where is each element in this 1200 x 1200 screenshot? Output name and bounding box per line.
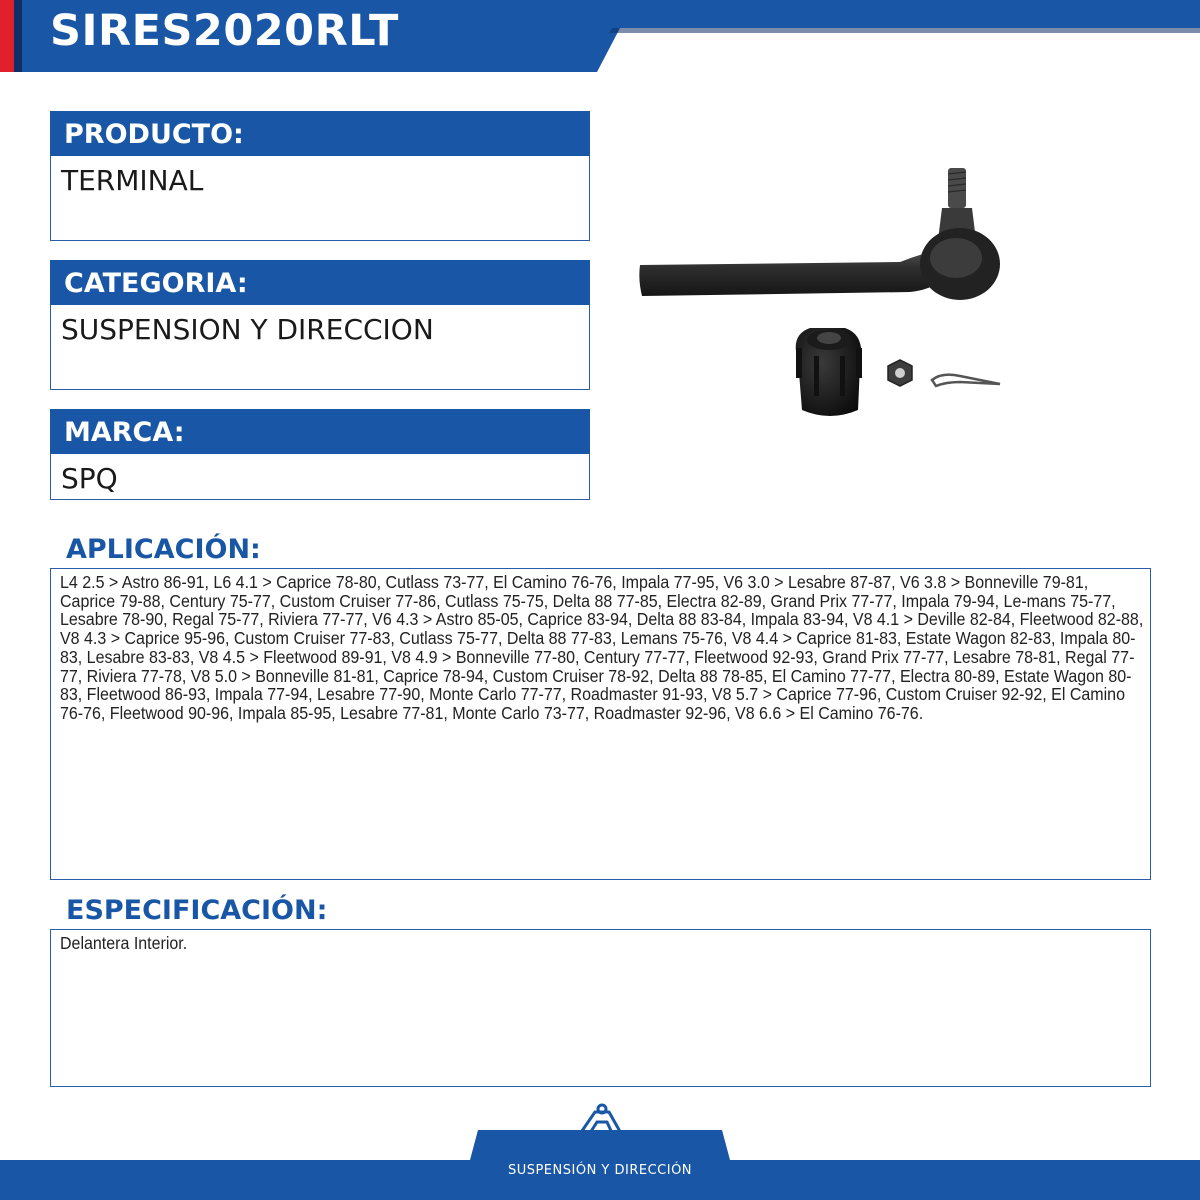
marca-value: SPQ	[50, 454, 590, 500]
especificacion-text: Delantera Interior.	[60, 933, 188, 953]
aplicacion-title: APLICACIÓN:	[66, 534, 261, 565]
control-arm-icon	[565, 1102, 635, 1158]
categoria-field	[50, 260, 590, 390]
sku-title: SIRES2020RLT	[50, 6, 399, 56]
producto-field	[50, 111, 590, 241]
aplicacion-panel	[50, 568, 1151, 880]
tie-rod-end-photo	[630, 160, 1040, 420]
producto-value: TERMINAL	[50, 156, 590, 241]
marca-field	[50, 409, 590, 500]
producto-label: PRODUCTO:	[50, 111, 590, 156]
especificacion-title: ESPECIFICACIÓN:	[66, 895, 328, 926]
footer-label: SUSPENSIÓN Y DIRECCIÓN	[507, 1163, 693, 1178]
categoria-value: SUSPENSION Y DIRECCION	[50, 305, 590, 390]
header-banner	[0, 0, 1200, 72]
marca-label: MARCA:	[50, 409, 590, 454]
aplicacion-text: L4 2.5 > Astro 86-91, L6 4.1 > Caprice 78-80, Cutlass 73-77, El Camino 76-76, Impala 77-95, V6 3.0 > Lesabre 87-87, V6 3.8 > Bonneville 79-81, Caprice 79-88, Century 75-77, Custom Cruiser 77-86, Cutlass 75-75, Delta 88 77-85, Electra 82-89, Grand Prix 77-77, Impala 79-94, Le-mans 75-77, Lesabre 78-90, Regal 75-77, Riviera 77-77, V6 4.3 > Astro 85-05, Caprice 83-94, Delta 88 83-84, Impala 83-94, V8 4.1 > Deville 82-84, Fleetwood 82-88, V8 4.3 > Caprice 95-96, Custom Cruiser 77-83, Cutlass 75-77, Delta 88 77-83, Lemans 75-76, V8 4.4 > Caprice 81-83, Estate Wagon 82-83, Impala 80-83, Lesabre 83-83, V8 4.5 > Fleetwood 89-91, V8 4.9 > Bonneville 77-80, Century 77-77, Fleetwood 92-93, Grand Prix 77-77, Lesabre 78-81, Regal 77-77, Riviera 77-78, V8 5.0 > Bonneville 81-81, Caprice 78-94, Custom Cruiser 78-92, Delta 88 78-85, El Camino 77-77, Electra 80-89, Estate Wagon 80-83, Fleetwood 86-93, Impala 77-94, Lesabre 77-90, Monte Carlo 77-77, Roadmaster 91-93, V8 5.7 > Caprice 77-96, Custom Cruiser 92-92, El Camino 76-76, Fleetwood 90-96, Impala 85-95, Lesabre 77-81, Monte Carlo 73-77, Roadmaster 92-96, V8 6.6 > El Camino 76-76.	[60, 572, 1144, 723]
especificacion-panel	[50, 929, 1151, 1087]
categoria-label: CATEGORIA:	[50, 260, 590, 305]
